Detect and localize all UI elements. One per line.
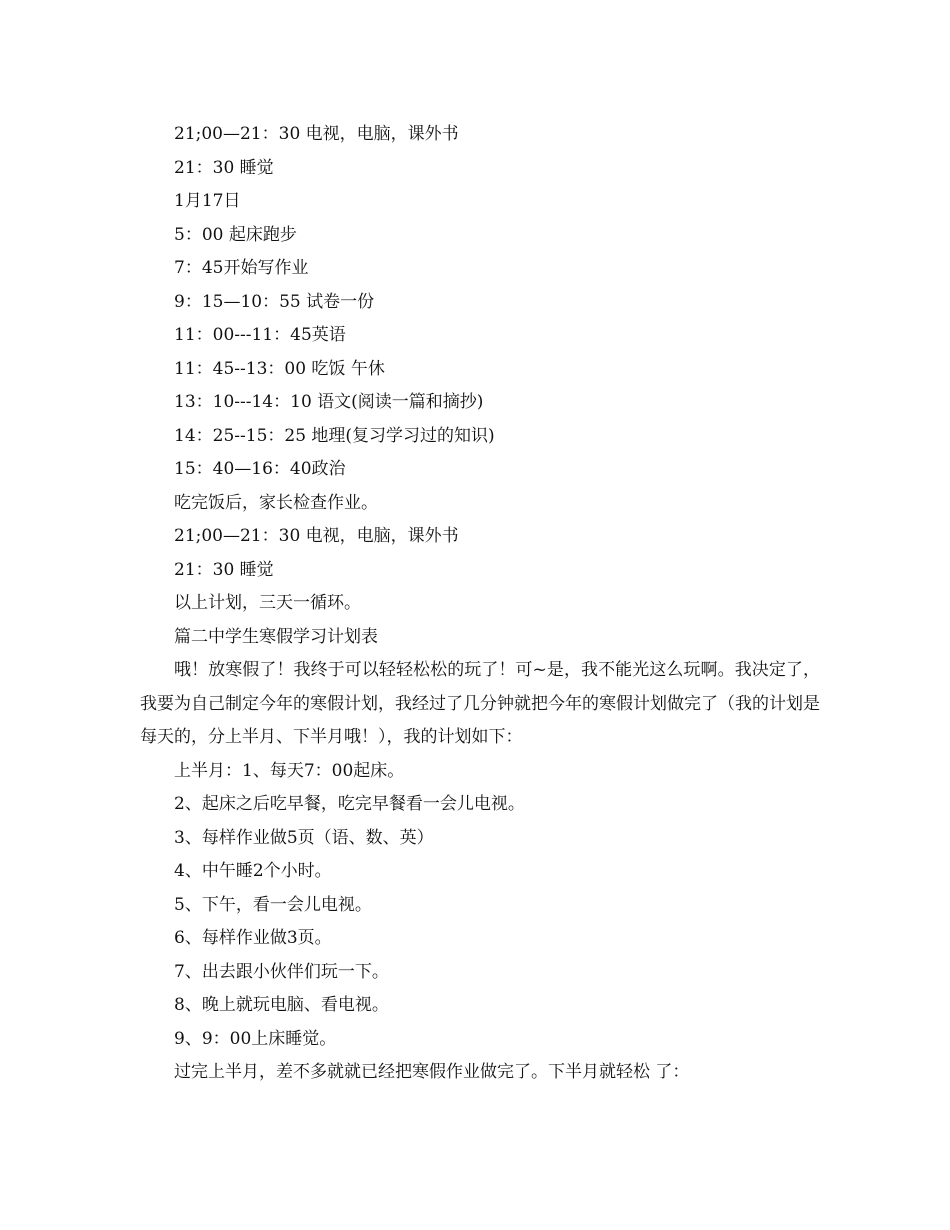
list-item: 8、晚上就玩电脑、看电视。 xyxy=(174,995,389,1015)
text-line: 21;00—21：30 电视，电脑，课外书 xyxy=(174,526,459,546)
closing-line: 过完上半月，差不多就就已经把寒假作业做完了。下半月就轻松 了： xyxy=(174,1062,690,1082)
text-line: 5：00 起床跑步 xyxy=(174,224,297,245)
text-line: 吃完饭后，家长检查作业。 xyxy=(174,492,378,513)
intro-paragraph: 哦！放寒假了！我终于可以轻轻松松的玩了！可~是，我不能光这么玩啊。我决定了，我要为自己制定今年的寒假计划，我经过了几分钟就把今年的寒假计划做完了（我的计划是每天的，分上半月、下半月哦！），我的计划如下： xyxy=(140,660,820,747)
list-item: 4、中午睡2个小时。 xyxy=(174,861,332,881)
document-body xyxy=(140,118,820,1090)
list-item: 5、下午，看一会儿电视。 xyxy=(174,894,372,915)
text-line: 14：25--15：25 地理(复习学习过的知识) xyxy=(174,425,495,446)
text-line: 7：45开始写作业 xyxy=(174,258,309,278)
text-line: 13：10---14：10 语文(阅读一篇和摘抄) xyxy=(174,392,484,412)
text-line: 11：45--13：00 吃饭 午休 xyxy=(174,358,385,379)
text-line: 15：40—16：40政治 xyxy=(174,459,346,479)
text-line: 9：15—10：55 试卷一份 xyxy=(174,291,375,312)
text-line: 11：00---11：45英语 xyxy=(174,325,346,345)
list-item: 2、起床之后吃早餐，吃完早餐看一会儿电视。 xyxy=(174,794,525,814)
date-heading: 1月17日 xyxy=(174,191,241,211)
list-item: 6、每样作业做3页。 xyxy=(174,928,332,948)
text-line: 21;00—21：30 电视，电脑，课外书 xyxy=(174,124,459,144)
list-item: 9、9：00上床睡觉。 xyxy=(174,1028,337,1049)
text-line: 21：30 睡觉 xyxy=(174,559,274,580)
list-item: 上半月：1、每天7：00起床。 xyxy=(174,760,405,781)
section-heading: 篇二中学生寒假学习计划表 xyxy=(174,626,378,647)
text-line: 21：30 睡觉 xyxy=(174,157,274,178)
text-line: 以上计划，三天一循环。 xyxy=(174,593,361,613)
list-item: 7、出去跟小伙伴们玩一下。 xyxy=(174,961,389,982)
list-item: 3、每样作业做5页（语、数、英） xyxy=(174,827,434,848)
